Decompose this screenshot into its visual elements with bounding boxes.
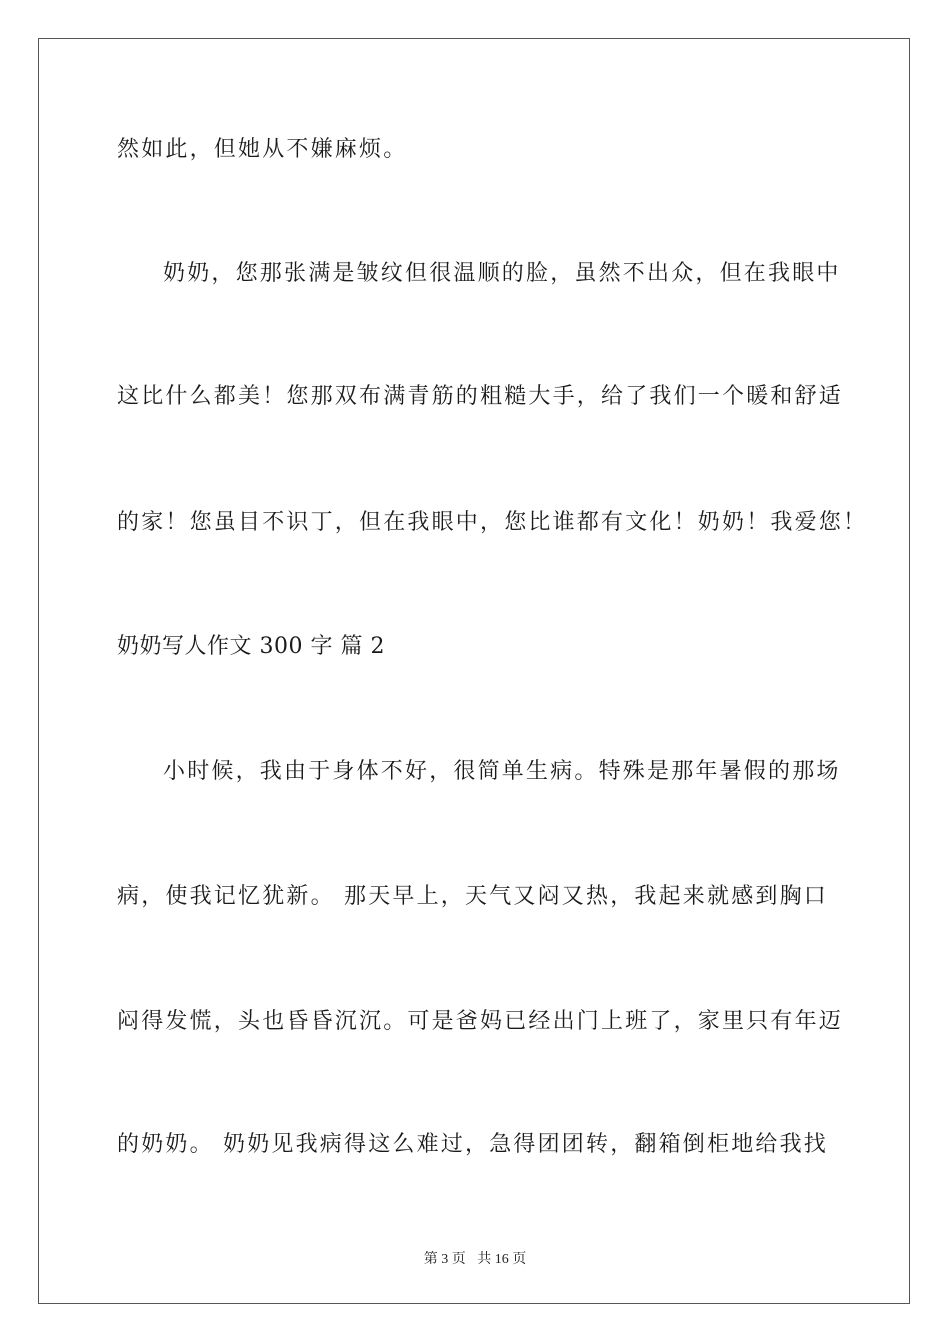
text-line-1: 然如此，但她从不嫌麻烦。 bbox=[117, 137, 408, 162]
text-line-8: 闷得发慌，头也昏昏沉沉。可是爸妈已经出门上班了，家里只有年迈 bbox=[117, 1009, 844, 1034]
page-footer bbox=[0, 1248, 950, 1268]
page-border bbox=[38, 38, 910, 1304]
section-heading: 奶奶写人作文 300 字 篇 2 bbox=[117, 634, 385, 659]
text-line-4: 的家！您虽目不识丁，但在我眼中，您比谁都有文化！奶奶！我爱您！ bbox=[117, 510, 868, 535]
paragraph-line-2: 小时候，我由于身体不好，很简单生病。特殊是那年暑假的那场 bbox=[163, 759, 841, 784]
text-line-3: 这比什么都美！您那双布满青筋的粗糙大手，给了我们一个暖和舒适 bbox=[117, 384, 844, 409]
text-line-9: 的奶奶。 奶奶见我病得这么难过，急得团团转，翻箱倒柜地给我找 bbox=[117, 1132, 828, 1157]
text-line-7: 病，使我记忆犹新。 那天早上，天气又闷又热，我起来就感到胸口 bbox=[117, 884, 828, 909]
page-number: 第 3 页 bbox=[423, 1252, 466, 1267]
total-pages: 共 16 页 bbox=[477, 1252, 527, 1267]
paragraph-line-1: 奶奶，您那张满是皱纹但很温顺的脸，虽然不出众，但在我眼中 bbox=[163, 261, 841, 286]
